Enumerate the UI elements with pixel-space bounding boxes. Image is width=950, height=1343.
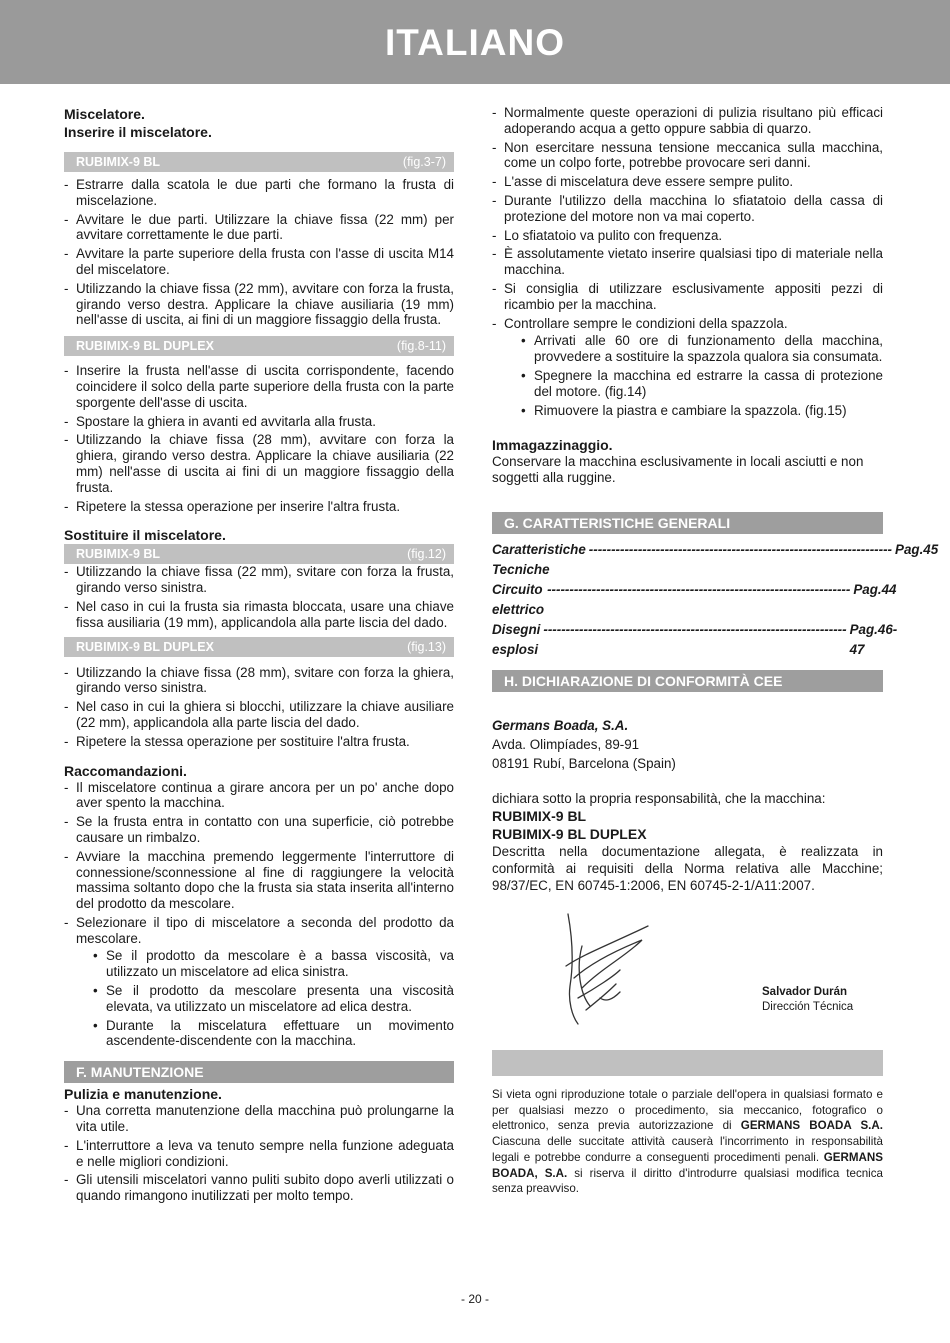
section-h-bar: H. DICHIARAZIONE DI CONFORMITÀ CEE	[492, 670, 883, 692]
replace-duplex-steps-list	[64, 665, 454, 750]
ref-label: Circuito elettrico	[492, 581, 545, 617]
list-item: - Avviare la macchina premendo leggermente l'interruttore di connessione/sconnessione al fine di raggiungere la velocità massima soltanto dopo che la frusta sia stata inserita all'interno del prodotto da mescolare.	[64, 849, 454, 912]
bullet-item: • Durante la miscelatura effettuare un movimento ascendente-discendente con la macchina.	[91, 1018, 454, 1050]
list-item: - Lo sfiatatoio va pulito con frequenza.	[492, 228, 883, 244]
signer-name: Salvador Durán	[762, 986, 847, 998]
signer-block	[762, 985, 853, 1015]
list-item: - Durante l'utilizzo della macchina lo sfiatatoio della cassa di protezione del motore non va mai coperto.	[492, 193, 883, 225]
language-banner	[0, 0, 950, 84]
list-item: - Se la frusta entra in contatto con una superficie, ciò potrebbe causare un rimbalzo.	[64, 814, 454, 846]
heading-miscelatore: Miscelatore.	[64, 106, 145, 122]
list-item-text: Controllare sempre le condizioni della spazzola.	[504, 315, 788, 331]
heading-sostituire: Sostituire il miscelatore.	[64, 527, 226, 544]
ref-leader: --------------------------------------------------------------------	[543, 621, 847, 637]
section-f-bar: F. MANUTENZIONE	[64, 1061, 454, 1083]
ref-label: Caratteristiche Tecniche	[492, 541, 586, 577]
list-item: - Nel caso in cui la frusta sia rimasta bloccata, usare una chiave fissa ausiliaria (19 mm), applicandola alla parte liscia del dado.	[64, 599, 454, 631]
model-bar-rubimix9bl-duplex-replace	[64, 637, 454, 657]
signature	[556, 906, 666, 1031]
list-item: - Non esercitare nessuna tensione meccanica sulla macchina, come un colpo forte, potrebbe provocare seri danni.	[492, 140, 883, 172]
model-name-1: RUBIMIX-9 BL	[492, 807, 587, 824]
heading-immagazzinaggio: Immagazzinaggio.	[492, 437, 613, 454]
page-number: - 20 -	[460, 1292, 489, 1306]
model-bar-rubimix9bl	[64, 152, 454, 172]
figure-ref: (fig.13)	[407, 639, 446, 654]
model-bar-label: RUBIMIX-9 BL	[76, 547, 161, 562]
model-bar-label: RUBIMIX-9 BL DUPLEX	[76, 639, 214, 654]
mixer-type-bullets	[76, 948, 454, 1049]
figure-ref: (fig.3-7)	[402, 155, 446, 169]
ref-row	[492, 580, 897, 620]
model-bar-rubimix9bl-replace	[64, 544, 454, 564]
legal-company: GERMANS BOADA S.A.	[740, 1119, 883, 1133]
ref-row	[492, 540, 939, 580]
list-item: - Gli utensili miscelatori vanno puliti subito dopo averli utilizzati o quando rimangono inutilizzati per molto tempo.	[64, 1172, 454, 1204]
legal-text-a: Si vieta ogni riproduzione totale o parziale dell'opera in qualsiasi formato e per qualsiasi mezzo o procedimento, sia meccanico, fotografico o elettronico, senza previa autorizzazione di	[492, 1088, 883, 1133]
list-item: - Utilizzando la chiave fissa (22 mm), svitare con forza la frusta, girando verso sinistra.	[64, 564, 454, 596]
insert-steps-list	[64, 177, 454, 328]
list-item: - Normalmente queste operazioni di pulizia risultano più efficaci adoperando acqua a getto oppure sabbia di quarzo.	[492, 105, 883, 137]
list-item-text: Selezionare il tipo di miscelatore a seconda del prodotto da mescolare.	[76, 914, 454, 946]
ref-leader: --------------------------------------------------------------------	[547, 581, 851, 597]
ref-page: Pag.45	[895, 541, 939, 557]
list-item: - Ripetere la stessa operazione per sostituire l'altra frusta.	[64, 734, 454, 750]
references-table	[492, 540, 939, 660]
list-item: - Avvitare la parte superiore della frusta con l'asse di uscita M14 del miscelatore.	[64, 246, 454, 278]
bullet-item: • Rimuovere la piastra e cambiare la spazzola. (fig.15)	[519, 403, 883, 419]
brush-bullets	[504, 333, 883, 418]
legal-company-2: GERMANS BOADA, S.A.	[492, 1150, 883, 1180]
insert-duplex-steps-list	[64, 363, 454, 514]
ref-page: Pag.44	[853, 581, 897, 597]
figure-ref: (fig.8-11)	[396, 339, 446, 354]
bullet-item: • Se il prodotto da mescolare è a bassa viscosità, va utilizzato un miscelatore ad elica sinistra.	[91, 948, 454, 980]
list-item: - Spostare la ghiera in avanti ed avvitarla alla frusta.	[64, 414, 454, 430]
list-item: - Si consiglia di utilizzare esclusivamente appositi pezzi di ricambio per la macchina.	[492, 281, 883, 313]
list-item: - Estrarre dalla scatola le due parti che formano la frusta di miscelazione.	[64, 177, 454, 209]
list-item: - Avvitare le due parti. Utilizzare la chiave fissa (22 mm) per avvitare correttamente le due parti.	[64, 212, 454, 244]
separator-bar	[492, 1050, 883, 1076]
storage-text: Conservare la macchina esclusivamente in locali asciutti e non soggetti alla ruggine.	[492, 454, 864, 486]
bullet-item: • Arrivati alle 60 ore di funzionamento della macchina, provvedere a sostituire la spazzola qualora sia consumata.	[519, 333, 883, 365]
page-title: ITALIANO	[385, 22, 565, 63]
list-item: - È assolutamente vietato inserire qualsiasi tipo di materiale nella macchina.	[492, 246, 883, 278]
legal-text-c: si riserva il diritto d'introdurre qualsiasi modifica tecnica senza preavviso.	[492, 1166, 884, 1196]
replace-steps-list	[64, 564, 454, 630]
address-line-1: Avda. Olimpíades, 89-91	[492, 736, 640, 752]
list-item: - Nel caso in cui la ghiera si blocchi, utilizzare la chiave ausiliare (22 mm), applicandola alla parte liscia del dado.	[64, 699, 454, 731]
address-line-2: 08191 Rubí, Barcelona (Spain)	[492, 755, 676, 771]
list-item: - Una corretta manutenzione della macchina può prolungarne la vita utile.	[64, 1103, 454, 1135]
list-item: - Utilizzando la chiave fissa (22 mm), avvitare con forza la frusta, girando verso destra. Applicare la chiave ausiliaria (19 mm) nell'asse di uscita, ai fini di un maggiore fissaggio della frusta.	[64, 281, 454, 328]
section-g-bar: G. CARATTERISTICHE GENERALI	[492, 512, 883, 534]
list-item: - Utilizzando la chiave fissa (28 mm), svitare con forza la ghiera, girando verso sinistra.	[64, 665, 454, 697]
maintenance-list	[64, 1103, 454, 1204]
heading-raccomandazioni: Raccomandazioni.	[64, 762, 187, 779]
list-item: - Ripetere la stessa operazione per inserire l'altra frusta.	[64, 499, 454, 515]
legal-notice	[492, 1087, 883, 1197]
model-bar-label: RUBIMIX-9 BL	[76, 155, 161, 169]
list-item	[492, 316, 883, 419]
list-item: - Il miscelatore continua a girare ancora per un po' anche dopo aver spento la macchina.	[64, 780, 454, 812]
ref-leader: --------------------------------------------------------------------	[588, 541, 893, 557]
list-item: - Utilizzando la chiave fissa (28 mm), avvitare con forza la ghiera, girando verso destra. Applicare la chiave ausiliaria (22 mm) nell'asse di uscita ai fini di un maggiore fissaggio della frusta.	[64, 432, 454, 495]
signer-title: Dirección Técnica	[762, 1001, 854, 1013]
list-item	[64, 915, 454, 1049]
list-item: - L'interruttore a leva va tenuto sempre nella funzione adeguata e nelle migliori condizioni.	[64, 1138, 454, 1170]
heading-inserire: Inserire il miscelatore.	[64, 124, 212, 140]
left-column	[64, 105, 454, 1207]
model-name-2: RUBIMIX-9 BL DUPLEX	[492, 825, 647, 842]
ref-label: Disegni esplosi	[492, 621, 541, 657]
model-bar-rubimix9bl-duplex	[64, 336, 454, 356]
model-bar-label: RUBIMIX-9 BL DUPLEX	[76, 339, 214, 354]
heading-pulizia: Pulizia e manutenzione.	[64, 1086, 222, 1103]
figure-ref: (fig.12)	[407, 547, 446, 562]
right-column	[492, 105, 939, 894]
list-item: - Inserire la frusta nell'asse di uscita corrispondente, facendo coincidere il solco della parte superiore della frusta con la parte sporgente dell'asse di uscita.	[64, 363, 454, 410]
ref-page: Pag.46-47	[849, 621, 898, 657]
list-item: - L'asse di miscelatura deve essere sempre pulito.	[492, 174, 883, 190]
declaration-text: dichiara sotto la propria responsabilità, che la macchina:	[492, 790, 826, 806]
cleaning-list	[492, 105, 883, 418]
company-name: Germans Boada, S.A.	[492, 717, 629, 733]
ref-row	[492, 620, 898, 660]
bullet-item: • Spegnere la macchina ed estrarre la cassa di protezione del motore. (fig.14)	[519, 368, 883, 400]
bullet-item: • Se il prodotto da mescolare presenta una viscosità elevata, va utilizzato un miscelatore ad elica destra.	[91, 983, 454, 1015]
legal-text-b: Ciascuna delle succitate attività causerà l'incorrimento in responsabilità legali e potrebbe condurre a conseguenti procedimenti penali.	[492, 1135, 883, 1164]
conformity-text: Descritta nella documentazione allegata, è realizzata in conformità ai requisiti della Norma relativa alle Macchine; 98/37/EC, EN 60745-1:2006, EN 60745-2-1/A11:2007.	[492, 843, 883, 893]
recommendations-list	[64, 780, 454, 1050]
